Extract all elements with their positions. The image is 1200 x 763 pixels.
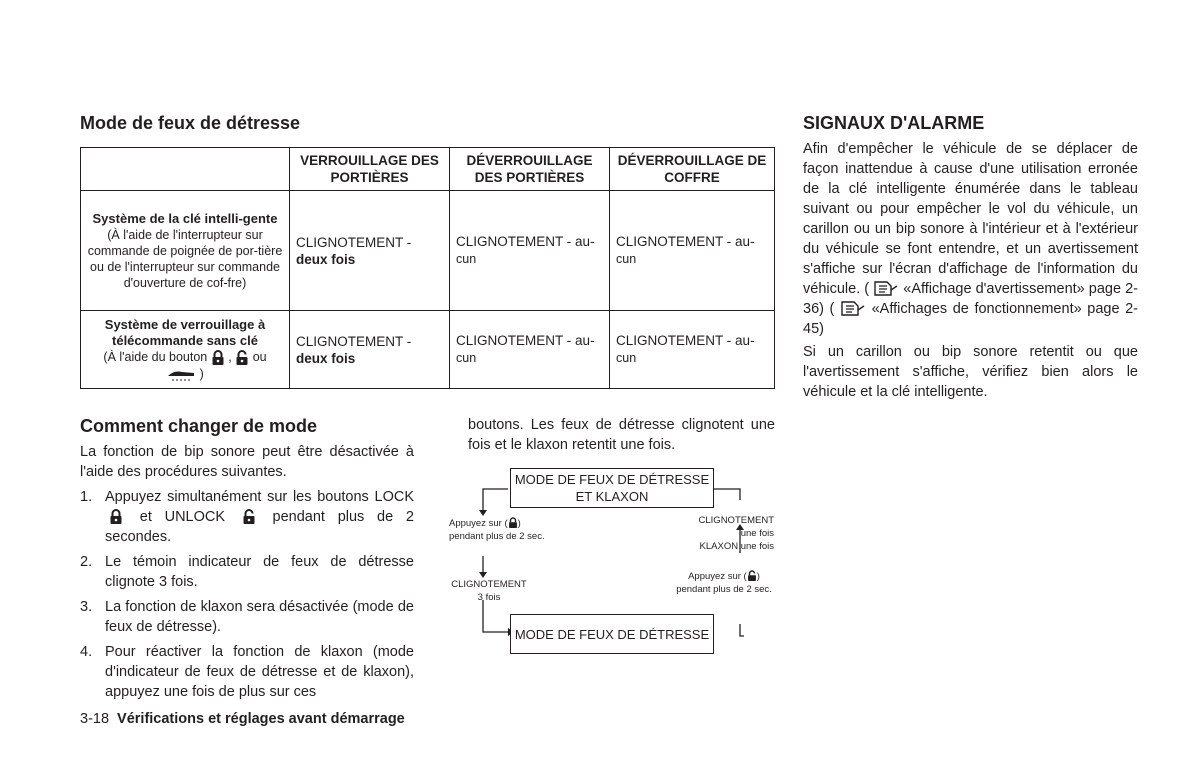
table-header-lock: VERROUILLAGE DES PORTIÈRES <box>290 148 450 191</box>
reference-icon <box>840 300 866 316</box>
diagram-box-hazard-horn: MODE DE FEUX DE DÉTRESSE ET KLAXON <box>510 468 714 508</box>
row-head-detail: (À l'aide de l'interrupteur sur commande de poignée de por-tière ou de l'interrupteur sur commande d'ouverture de cof-fre) <box>87 227 283 290</box>
table-cell: CLIGNOTEMENT - au- cun <box>450 191 610 311</box>
table-header-unlock: DÉVERROUILLAGE DES PORTIÈRES <box>450 148 610 191</box>
reference-icon <box>873 280 899 296</box>
unlock-icon <box>747 570 757 582</box>
table-cell: CLIGNOTEMENT - au- cun <box>610 191 775 311</box>
hazard-mode-table <box>80 147 775 389</box>
diagram-right-press-label: Appuyez sur ( ) pendant plus de 2 sec. <box>676 571 772 595</box>
list-item: 3. La fonction de klaxon sera désactivée (mode de feux de détresse). <box>80 599 414 635</box>
list-item: 2. Le témoin indicateur de feux de détresse clignote 3 fois. <box>80 554 414 590</box>
diagram-box-hazard: MODE DE FEUX DE DÉTRESSE <box>510 614 714 654</box>
table-header-empty <box>81 148 290 191</box>
unlock-icon <box>238 509 260 525</box>
diagram-left-blink-label: CLIGNOTEMENT 3 fois <box>451 579 527 603</box>
table-cell: CLIGNOTEMENT - au- cun <box>610 311 775 389</box>
list-item: 1. Appuyez simultanément sur les boutons LOCK et UNLOCK pendant plus de 2 secondes. <box>80 489 414 545</box>
row-head-title: Système de verrouillage à télécommande sans clé <box>104 317 266 349</box>
row-head-title: Système de la clé intelli-gente <box>92 210 278 226</box>
table-cell: CLIGNOTEMENT - au- cun <box>450 311 610 389</box>
page-footer <box>80 711 405 727</box>
alarm-paragraph-2: Si un carillon ou bip sonore retentit ou que l'avertissement s'affiche, vérifiez bien alors le véhicule et la clé intelligente. <box>803 344 1138 400</box>
diagram-left-press-label: Appuyez sur ( ) pendant plus de 2 sec. <box>449 518 545 542</box>
table-header-row <box>81 148 775 191</box>
table-row <box>81 191 775 311</box>
row-head-intelligent-key <box>81 191 290 311</box>
chapter-title: Vérifications et réglages avant démarrage <box>117 711 405 727</box>
lock-icon <box>105 509 127 525</box>
lock-icon <box>211 350 225 366</box>
section-title-change-mode: Comment changer de mode <box>80 416 318 436</box>
table-row <box>81 311 775 389</box>
row-head-remote-keyless: Système de verrouillage à télécommande sans clé (À l'aide du bouton , ou ) <box>81 311 290 389</box>
section-title-alarm: SIGNAUX D'ALARME <box>803 113 985 133</box>
table-cell: CLIGNOTEMENT - deux fois <box>290 191 450 311</box>
steps-list <box>80 487 414 707</box>
table-cell: CLIGNOTEMENT - deux fois <box>290 311 450 389</box>
section-title-hazard-mode: Mode de feux de détresse <box>80 113 301 133</box>
continuation-paragraph: boutons. Les feux de détresse clignotent une fois et le klaxon retentit une fois. <box>468 417 775 453</box>
unlock-icon <box>235 350 249 366</box>
list-item: 4. Pour réactiver la fonction de klaxon (mode d'indicateur de feux de détresse et de klaxon), appuyez une fois de plus sur ces <box>80 644 414 700</box>
trunk-icon <box>166 368 196 382</box>
diagram-right-blink-label: CLIGNOTEMENT une fois KLAXON une fois <box>698 515 774 552</box>
table-header-trunk: DÉVERROUILLAGE DE COFFRE <box>610 148 775 191</box>
lock-icon <box>508 517 518 529</box>
alarm-paragraph-1: Afin d'empêcher le véhicule de se déplacer de façon inattendue à cause d'une utilisation erronée de la clé intelligente énumérée dans le tableau suivant ou pour empêcher le vol du véhicule, un carillon ou un bip sonore à l'intérieur et à l'extérieur du véhicule se font entendre, et un avertissement s'affiche sur l'écran d'affichage de l'information du véhicule. ( «Affichage d'avertissement» page 2-36) ( «Affichages de fonctionnement» page 2-45) <box>803 141 1139 337</box>
page-number: 3-18 <box>80 711 110 727</box>
intro-paragraph: La fonction de bip sonore peut être désactivée à l'aide des procédures suivantes. <box>80 444 414 480</box>
